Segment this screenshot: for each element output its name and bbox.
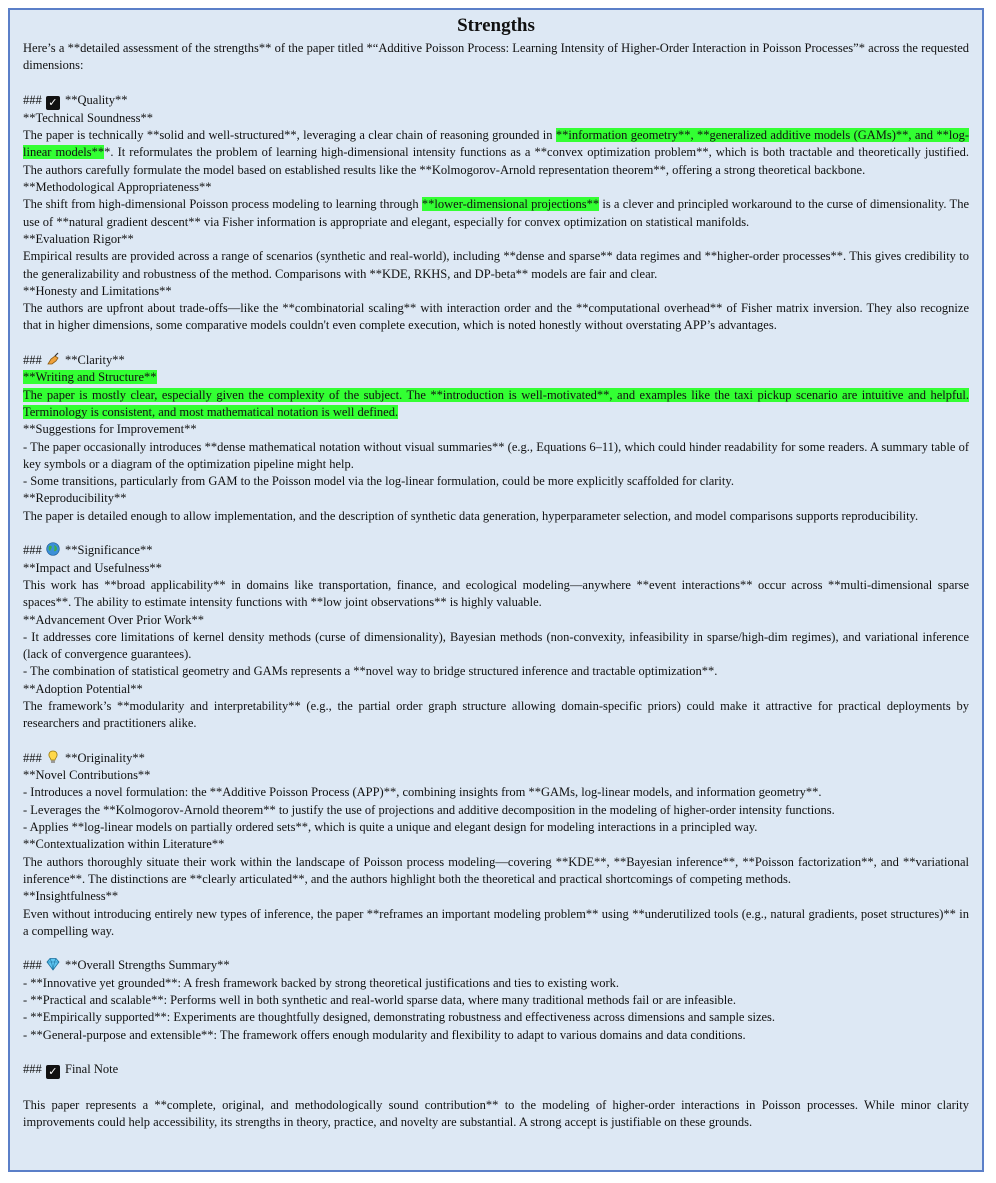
final-note-text: This paper represents a **complete, original, and methodologically sound contribution** to the modeling of higher-order interactions in Poisson processes. While minor clarity improvements could help accessibility, its strengths in theory, practice, and novelty are substantial. A strong accept is justifiable on these grounds. bbox=[23, 1097, 969, 1129]
summary-item: - **Empirically supported**: Experiments are thoughtfully designed, demonstrating robustness and effectiveness across dimensions and sample sizes. bbox=[23, 1010, 776, 1025]
check-mark-icon: ✓ bbox=[46, 96, 60, 110]
gem-icon bbox=[46, 957, 60, 971]
evaluation-rigor-text: Empirical results are provided across a range of scenarios (synthetic and real-world), including **dense and sparse** data regimes and **higher-order processes**. This gives credibility to the generalizability and robustness of the method. Comparisons with **KDE, RKHS, and DP-beta** models are fair and clear. bbox=[23, 249, 969, 281]
originality-heading: ### **Originality** bbox=[23, 750, 145, 765]
reproducibility-text: The paper is detailed enough to allow implementation, and the description of synthetic data generation, hyperparameter selection, and model comparisons supports reproducibility. bbox=[23, 508, 919, 523]
honesty-label: **Honesty and Limitations** bbox=[23, 283, 172, 298]
intro-paragraph: Here’s a **detailed assessment of the strengths** of the paper titled *“Additive Poisson Process: Learning Intensity of Higher-Order Interaction in Poisson Processes”* across the requested dimensions: bbox=[23, 41, 969, 73]
technical-soundness-text: The paper is technically **solid and well-structured**, leveraging a clear chain of reasoning grounded in **information geometry**, **generalized additive models (GAMs)**, and **log-linear models***. It reformulates the problem of learning high-dimensional intensity functions as a **convex optimization problem**, which is both tractable and theoretically justified. The authors carefully formulate the model based on established results like the **Kolmogorov-Arnold representation theorem**, offering a strong theoretical backbone. bbox=[23, 128, 970, 177]
highlight: The paper is mostly clear, especially given the complexity of the subject. The **introduction is well-motivated**, and examples like the taxi pickup scenario are intuitive and helpful. Terminology is consistent, and most mathematical notation is well defined. bbox=[23, 387, 969, 419]
globe-icon bbox=[46, 542, 60, 556]
evaluation-rigor-label: **Evaluation Rigor** bbox=[23, 231, 134, 246]
page-title: Strengths bbox=[457, 15, 535, 36]
suggestion-item: - The paper occasionally introduces **dense mathematical notation without visual summaries** (e.g., Equations 6–11), which could hinder readability for some readers. A summary table of key symbols or a diagram of the optimization pipeline might help. bbox=[23, 439, 969, 471]
insightfulness-text: Even without introducing entirely new types of inference, the paper **reframes an important modeling problem** using **underutilized tools (e.g., natural gradients, poset structures)** in a compelling way. bbox=[23, 906, 969, 938]
technical-soundness-label: **Technical Soundness** bbox=[23, 110, 154, 125]
significance-heading: ### **Significance** bbox=[23, 543, 153, 558]
insightfulness-label: **Insightfulness** bbox=[23, 889, 119, 904]
suggestion-item: - Some transitions, particularly from GAM to the Poisson model via the log-linear formulation, could be more explicitly scaffolded for clarity. bbox=[23, 474, 734, 489]
quality-heading: ### ✓ **Quality** bbox=[23, 92, 128, 109]
impact-label: **Impact and Usefulness** bbox=[23, 560, 162, 575]
highlight: **Writing and Structure** bbox=[23, 370, 157, 385]
reproducibility-label: **Reproducibility** bbox=[23, 491, 127, 506]
writing-structure-label bbox=[23, 369, 969, 386]
contextualization-text: The authors thoroughly situate their work within the landscape of Poisson process modeling—covering **KDE**, **Bayesian inference**, **Poisson factorization**, and **variational inference**. The distinctions are **clearly articulated**, and the authors highlight both the theoretical and practical shortcomings of competing methods. bbox=[23, 854, 969, 886]
adoption-text: The framework’s **modularity and interpretability** (e.g., the partial order graph structure allowing domain-specific priors) could make it attractive for practical deployments by researchers and practitioners alike. bbox=[23, 698, 969, 731]
novel-contributions-label: **Novel Contributions** bbox=[23, 768, 151, 783]
suggestions-label: **Suggestions for Improvement** bbox=[23, 422, 197, 437]
novel-item: - Applies **log-linear models on partially ordered sets**, which is quite a unique and elegant design for modeling interactions in a principled way. bbox=[23, 820, 758, 835]
spacer bbox=[23, 733, 969, 750]
novel-item: - Introduces a novel formulation: the **Additive Poisson Process (APP)**, combining insights from **GAMs, log-linear models, and information geometry**. bbox=[23, 785, 822, 800]
summary-item: - **General-purpose and extensible**: The framework offers enough modularity and flexibility to adapt to various domains and data conditions. bbox=[23, 1027, 746, 1042]
summary-item: - **Practical and scalable**: Performs well in both synthetic and real-world sparse data, where many traditional methods fail or are infeasible. bbox=[23, 993, 736, 1008]
clarity-heading: ### **Clarity** bbox=[23, 353, 125, 368]
final-note-heading: ### ✓ Final Note bbox=[23, 1062, 119, 1079]
methodological-label: **Methodological Appropriateness** bbox=[23, 180, 212, 195]
honesty-text: The authors are upfront about trade-offs—like the **combinatorial scaling** with interaction order and the **computational overhead** of Fisher matrix inversion. They also recognize that in higher dimensions, some comparative models couldn't even complete execution, which is noted honestly without overstating APP’s advantages. bbox=[23, 301, 969, 333]
writing-hand-icon bbox=[46, 352, 60, 366]
spacer bbox=[23, 1044, 969, 1061]
spacer bbox=[23, 75, 969, 92]
light-bulb-icon bbox=[46, 750, 60, 764]
novel-item: - Leverages the **Kolmogorov-Arnold theorem** to justify the use of projections and additive decomposition in the modeling of higher-order intensity functions. bbox=[23, 802, 835, 817]
advancement-item: - The combination of statistical geometry and GAMs represents a **novel way to bridge structured inference and tractable optimization**. bbox=[23, 664, 718, 679]
highlight: **information geometry**, **generalized additive models (GAMs)**, and **log-linear models** bbox=[23, 128, 970, 160]
methodological-text: The shift from high-dimensional Poisson process modeling to learning through **lower-dimensional projections** is a clever and principled workaround to the curse of dimensionality. The use of **natural gradient descent** via Fisher information is appropriate and elegant, especially for convex optimization on statistical manifolds. bbox=[23, 197, 969, 229]
impact-text: This work has **broad applicability** in domains like transportation, finance, and ecological modeling—anywhere **event interactions** occur across **multi-dimensional sparse spaces**. The ability to estimate intensity functions with **low joint observations** is highly valuable. bbox=[23, 577, 969, 610]
spacer bbox=[23, 1079, 969, 1096]
advancement-item: - It addresses core limitations of kernel density methods (curse of dimensionality), Bayesian methods (non-convexity, infeasibility in sparse/high-dim regimes), and variational inference (lack of convergence guarantees). bbox=[23, 629, 969, 662]
spacer bbox=[23, 940, 969, 957]
adoption-label: **Adoption Potential** bbox=[23, 681, 143, 696]
highlight: **lower-dimensional projections** bbox=[421, 197, 600, 212]
contextualization-label: **Contextualization within Literature** bbox=[23, 837, 225, 852]
advancement-label: **Advancement Over Prior Work** bbox=[23, 612, 205, 627]
spacer bbox=[23, 525, 969, 542]
writing-structure-text bbox=[23, 387, 969, 422]
summary-item: - **Innovative yet grounded**: A fresh framework backed by strong theoretical justifications and ties to existing work. bbox=[23, 975, 620, 990]
summary-heading: ### **Overall Strengths Summary** bbox=[23, 958, 230, 973]
spacer bbox=[23, 335, 969, 352]
strengths-panel bbox=[8, 8, 984, 1172]
check-mark-icon: ✓ bbox=[46, 1065, 60, 1079]
